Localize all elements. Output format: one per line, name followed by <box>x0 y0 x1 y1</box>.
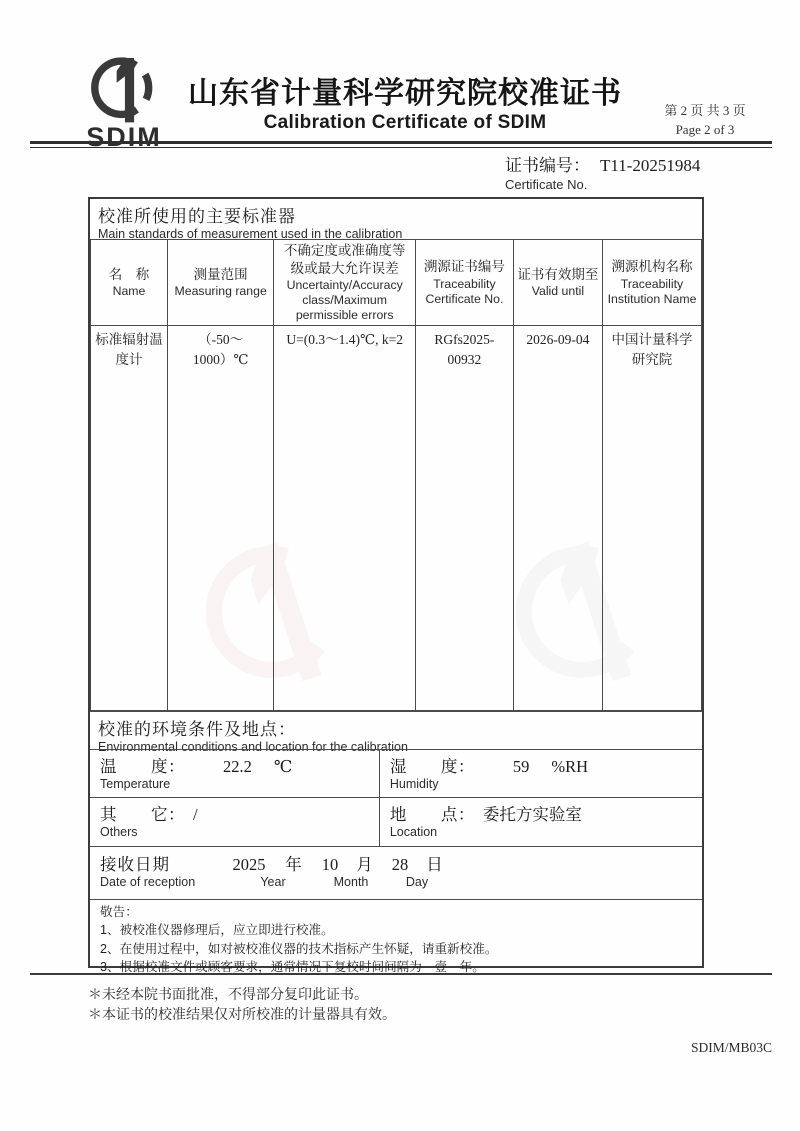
cell-institution: 中国计量科学研究院 <box>603 326 702 711</box>
humidity-label-zh: 湿 度： <box>389 758 475 777</box>
others-location-row <box>90 797 702 846</box>
certificate-number-block <box>505 151 700 192</box>
col-uncertainty-en: Uncertainty/Accuracy class/Maximum permissible errors <box>286 278 403 323</box>
reception-day-en: Day <box>405 875 429 890</box>
temperature-value: 22.2 <box>223 757 252 777</box>
certificate-number-label: 证书编号： <box>505 156 590 175</box>
others-label-en: Others <box>100 825 138 840</box>
others-label-zh: 其 它： <box>100 806 185 825</box>
table-row <box>91 326 702 711</box>
humidity-unit: %RH <box>551 757 589 777</box>
notice-title: 敬告： <box>100 905 138 920</box>
page-indicator-en: Page 2 of 3 <box>675 121 735 137</box>
col-uncertainty-zh: 不确定度或准确度等级或最大允许误差 <box>283 243 406 276</box>
standards-section-header <box>90 199 702 239</box>
col-traceability-no-en: Traceability Certificate No. <box>425 276 504 306</box>
footer-note: ＊未经本院书面批准，不得部分复印此证书。 <box>88 988 368 1003</box>
environment-title-en: Environmental conditions and location for the calibration <box>98 740 408 755</box>
reception-year-unit: 年 <box>285 856 303 875</box>
col-name <box>91 240 168 326</box>
reception-year-value: 2025 <box>232 855 266 875</box>
certificate-title-zh: 山东省计量科学研究院校准证书 <box>188 77 622 110</box>
humidity-label-en: Humidity <box>389 777 439 792</box>
reception-label-zh: 接收日期 <box>100 856 170 875</box>
location-value: 委托方实验室 <box>482 805 582 825</box>
col-institution <box>603 240 702 326</box>
col-institution-en: Traceability Institution Name <box>607 276 697 306</box>
footer-note: ＊本证书的校准结果仅对所校准的计量器具有效。 <box>88 1008 396 1024</box>
location-field <box>379 798 702 846</box>
col-valid-until-zh: 证书有效期至 <box>517 266 599 282</box>
notice-item: 2、在使用过程中，如对被校准仪器的技术指标产生怀疑，请重新校准。 <box>100 941 498 956</box>
standards-title-en: Main standards of measurement used in the calibration <box>98 227 403 241</box>
standards-title-zh: 校准所使用的主要标准器 <box>98 207 296 226</box>
reception-month-unit: 月 <box>356 856 374 875</box>
header-divider <box>30 141 772 148</box>
cell-range: （-50～1000）℃ <box>167 326 273 711</box>
others-field <box>90 798 379 846</box>
reception-month-value: 10 <box>321 855 339 875</box>
footer-notes <box>88 986 396 1027</box>
location-label-en: Location <box>389 825 438 840</box>
others-value: / <box>193 805 198 825</box>
logo-text: SDIM <box>86 122 162 152</box>
col-valid-until <box>513 240 602 326</box>
reception-day-unit: 日 <box>426 856 444 875</box>
certificate-body <box>88 197 704 974</box>
environment-title-zh: 校准的环境条件及地点： <box>98 720 296 740</box>
notice-section <box>90 899 702 976</box>
environment-section-header <box>90 711 702 755</box>
reception-date-row <box>90 846 702 899</box>
cell-traceability-no: RGfs2025-00932 <box>416 326 514 711</box>
notice-item: 3、根据校准文件或顾客要求，通常情况下复校时间间隔为 壹 年。 <box>100 959 485 974</box>
col-range-en: Measuring range <box>174 284 267 299</box>
cell-uncertainty: U=(0.3～1.4)℃, k=2 <box>274 326 416 711</box>
temperature-unit: ℃ <box>273 757 293 777</box>
reception-month-en: Month <box>333 875 369 890</box>
notice-item: 1、被校准仪器修理后，应立即进行校准。 <box>100 923 334 938</box>
reception-day-value: 28 <box>391 855 409 875</box>
col-traceability-no-zh: 溯源证书编号 <box>423 259 505 275</box>
standards-table <box>90 239 702 711</box>
reception-year-en: Year <box>260 875 286 890</box>
col-range <box>167 240 273 326</box>
location-label-zh: 地 点： <box>389 806 475 825</box>
col-valid-until-en: Valid until <box>531 284 585 299</box>
col-name-en: Name <box>112 284 146 299</box>
temperature-field <box>90 750 379 797</box>
cell-valid-until: 2026-09-04 <box>513 326 602 711</box>
reception-label-en: Date of reception <box>100 875 196 890</box>
certificate-title-en: Calibration Certificate of SDIM <box>263 112 547 133</box>
certificate-number-label-en: Certificate No. <box>505 177 588 192</box>
temperature-label-zh: 温 度： <box>100 758 185 777</box>
col-uncertainty <box>274 240 416 326</box>
standards-header-row <box>91 240 702 326</box>
col-name-zh: 名 称 <box>108 266 150 282</box>
page-indicator <box>640 102 770 140</box>
col-traceability-no <box>416 240 514 326</box>
col-range-zh: 测量范围 <box>193 266 248 282</box>
certificate-number-value: T11-20251984 <box>600 156 701 175</box>
temperature-humidity-row <box>90 749 702 797</box>
form-code: SDIM/MB03C <box>690 1040 772 1055</box>
humidity-field <box>379 750 702 797</box>
page-indicator-zh: 第 2 页 共 3 页 <box>664 103 746 118</box>
col-institution-zh: 溯源机构名称 <box>611 259 693 275</box>
cell-name: 标准辐射温度计 <box>91 326 168 711</box>
humidity-value: 59 <box>512 757 530 777</box>
temperature-label-en: Temperature <box>100 777 171 792</box>
